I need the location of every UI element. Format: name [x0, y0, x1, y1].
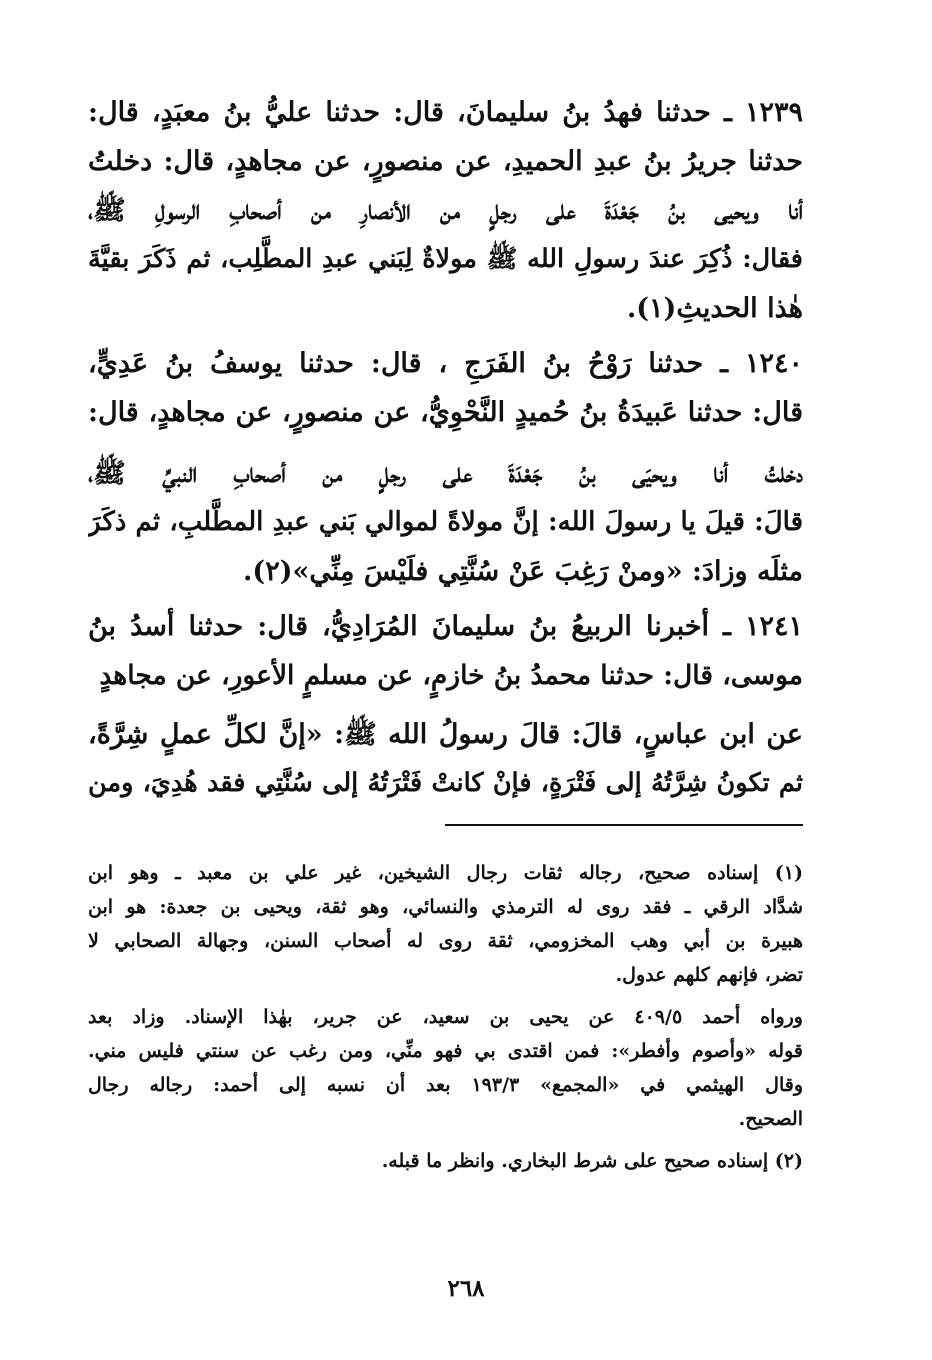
footnote-line: ورواه أحمد ٤٠٩/٥ عن يحيى بن سعيد، عن جرير، بهٰذا الإسناد. وزاد بعد	[88, 1006, 803, 1028]
hadith-1239	[88, 88, 803, 333]
footnote-separator	[445, 824, 803, 826]
hadith-1241	[88, 602, 803, 808]
footnote-line: تضر، فإنهم كلهم عدول.	[615, 964, 803, 986]
main-text	[88, 88, 803, 808]
text-line: قالَ: قيلَ يا رسولَ الله: إنَّ مولاةً لموالي بَني عبدِ المطَّلبِ، ثم ذكَرَ	[88, 507, 803, 537]
footnote-line: الصحيح.	[738, 1108, 803, 1130]
footnote-1-continued	[88, 1000, 803, 1136]
text-line: ١٢٤١ ـ أخبرنا الربيعُ بنُ سليمانَ المُرَادِيُّ، قال: حدثنا أسدُ بنُ	[88, 611, 803, 642]
text-line: حدثنا جريرُ بنُ عبدِ الحميدِ، عن منصورٍ، عن مجاهدٍ، قال: دخلتُ	[88, 146, 803, 177]
text-line: قال: حدثنا عَبيدَةُ بنُ حُميدٍ النَّحْوِيُّ، عن منصورٍ، عن مجاهدٍ، قال:	[88, 397, 803, 428]
text-line: ١٢٣٩ ـ حدثنا فهدُ بنُ سليمانَ، قال: حدثنا عليُّ بنُ معبَدٍ، قال:	[88, 97, 803, 128]
text-line: فقال: ذُكِرَ عندَ رسولِ الله ﷺ مولاةٌ لِبَني عبدِ المطَّلِب، ثم ذَكَرَ بقيَّةَ	[88, 244, 803, 274]
text-line: مثلَه وزادَ: «ومنْ رَغِبَ عَنْ سُنَّتِي فلَيْسَ مِنِّي»(٢).	[243, 556, 803, 587]
footnote-1	[88, 856, 803, 992]
text-line: موسى، قال: حدثنا محمدُ بنُ خازمٍ، عن مسلمٍ الأعورِ، عن مجاهدٍ	[99, 660, 803, 691]
footnotes	[88, 856, 803, 1178]
footnote-line: شدَّاد الرقي ـ فقد روى له الترمذي والنسائي، وهو ثقة، ويحيى بن جعدة: هو ابن	[88, 896, 803, 918]
footnote-line: (٢) إسناده صحيح على شرط البخاري. وانظر ما قبله.	[381, 1150, 803, 1172]
text-line: عن ابن عباسٍ، قالَ: قالَ رسولُ الله ﷺ: «إنَّ لكلِّ عملٍ شِرَّةً،	[88, 719, 803, 750]
text-line: ثم تكونُ شِرَّتُهُ إلى فَتْرَةٍ، فإنْ كانتْ فَتْرَتُهُ إلى سُنَّتِي فقد هُدِيَ، ومن	[88, 768, 803, 798]
footnote-2	[88, 1144, 803, 1178]
footnote-line: قوله «وأصوم وأفطر»: فمن اقتدى بي فهو منِّي، ومن رغب عن سنتي فليس مني.	[88, 1040, 803, 1062]
hadith-1240	[88, 339, 803, 596]
text-line: هٰذا الحديثِ(١).	[626, 293, 803, 324]
footnote-line: هبيرة بن أبي وهب المخزومي، ثقة روى له أصحاب السنن، وجهالة الصحابي لا	[88, 930, 803, 952]
footnote-line: (١) إسناده صحيح، رجاله ثقات رجال الشيخين، غير علي بن معبد ـ وهو ابن	[88, 862, 803, 884]
footnote-line: وقال الهيثمي في «المجمع» ١٩٣/٣ بعد أن نسبه إلى أحمد: رجاله رجال	[88, 1074, 803, 1096]
text-line: ١٢٤٠ ـ حدثنا رَوْحُ بنُ الفَرَجِ ، قال: حدثنا يوسفُ بنُ عَدِيٍّ،	[88, 348, 803, 379]
text-line: دخلتُ أنا ويحيَى بنُ جَعْدَةَ على رجلٍ من أصحابِ النبيِّ ﷺ،	[88, 458, 803, 489]
page-number: ٢٦٨	[447, 1275, 485, 1302]
text-line: أنا ويحيى بنُ جَعْدَةَ على رجلٍ من الأنصارِ من أصحابِ الرسولِ ﷺ،	[88, 195, 803, 226]
